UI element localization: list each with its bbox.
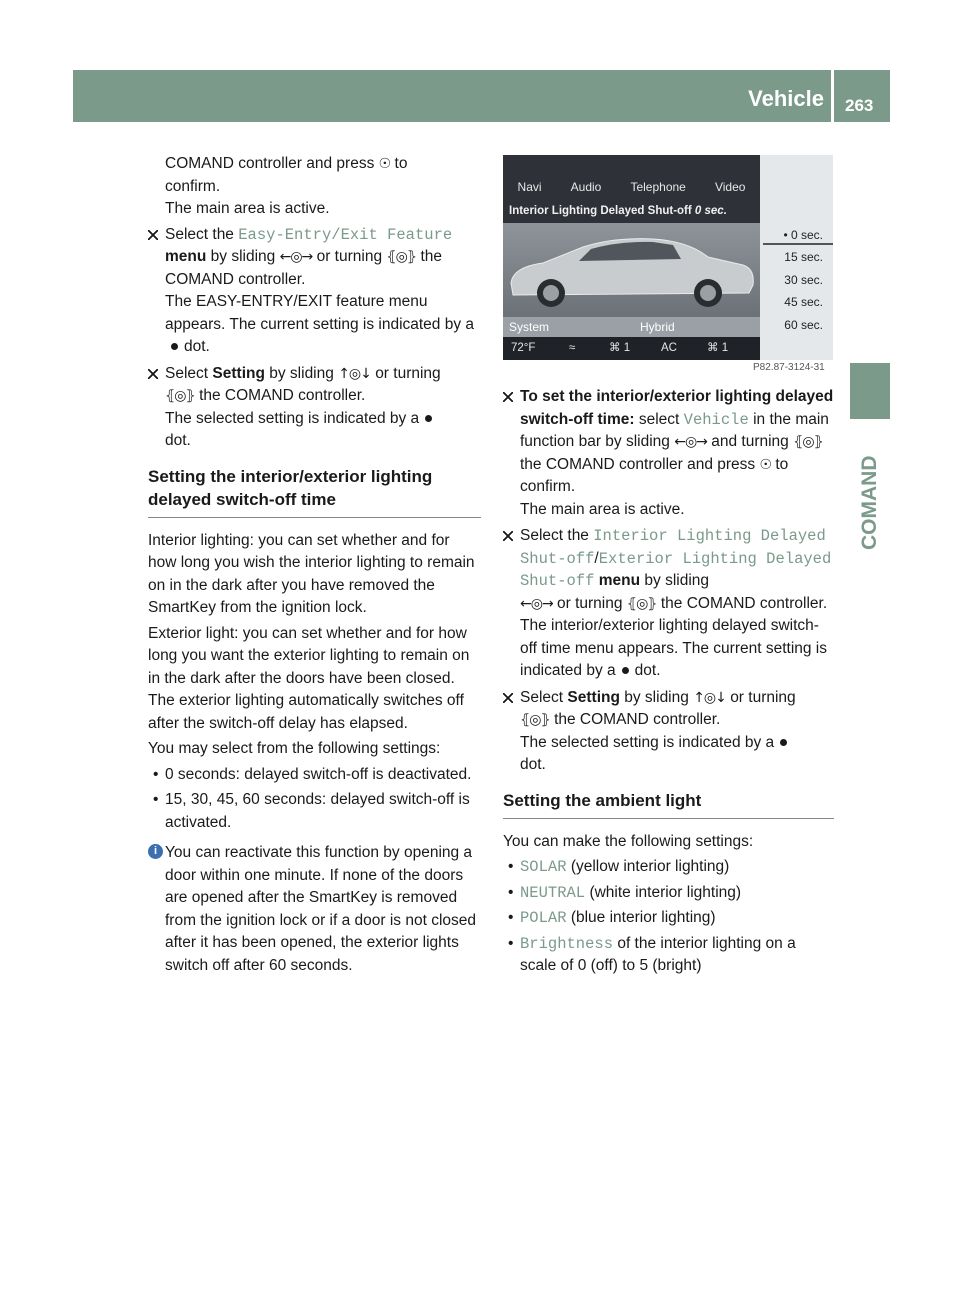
step-select-menu: Select the Interior Lighting Delayed Shut-off/Exterior Lighting Delayed Shut-off menu by sliding ←◎→ or turning ⦃◎⦄ the COMAND controller. The interior/exterior lighting delayed switch-off time menu appears. The current setting is indicated by a dot. xyxy=(503,525,834,683)
controller-turn-icon: ⦃◎⦄ xyxy=(520,712,550,728)
section-title: Vehicle xyxy=(748,86,824,111)
page-number: 263 xyxy=(845,96,874,115)
list-item: • 15, 30, 45, 60 seconds: delayed switch-off is activated. xyxy=(148,789,481,834)
car-image xyxy=(503,223,760,317)
info-note: i You can reactivate this function by opening a door within one minute. If none of the doors are opened after the SmartKey is removed from the ignition lock or if a door is not closed after it has been opened, the exterior lights switch off after 60 seconds. xyxy=(148,842,481,977)
menu-name: Vehicle xyxy=(683,410,749,429)
status-bar: 72°F ≈ ⌘ 1 AC ⌘ 1 xyxy=(503,337,760,360)
paragraph-settings: You may select from the following settings: xyxy=(148,740,441,757)
right-column xyxy=(503,386,834,981)
comand-screenshot xyxy=(503,155,833,360)
paragraph-settings: You can make the following settings: xyxy=(503,832,754,850)
figure-caption: P82.87-3124-31 xyxy=(753,362,825,373)
controller-turn-icon: ⦃◎⦄ xyxy=(386,249,417,265)
controller-press-icon: ☉ xyxy=(378,156,391,172)
list-item: • POLAR (blue interior lighting) xyxy=(503,907,834,930)
step-set-time: To set the interior/exterior lighting delayed switch-off time: select Vehicle in the main function bar by sliding ←◎→ and turning ⦃◎⦄ the COMAND controller and press ☉ to confirm. The main area is active. xyxy=(503,386,834,521)
controller-slide-lr-icon: ←◎→ xyxy=(674,434,707,450)
paragraph-exterior: Exterior light: you can set whether and for how long you want the exterior lighting to remain on in the dark after the doors have been closed. The exterior lighting automatically switches off after the switch-off delay has elapsed. xyxy=(148,624,470,732)
controller-turn-icon: ⦃◎⦄ xyxy=(793,434,823,450)
car-icon xyxy=(503,223,760,317)
step-select-menu: Select the Easy-Entry/Exit Feature menu by sliding ←◎→ or turning ⦃◎⦄ the COMAND controller. The EASY-ENTRY/EXIT feature menu appears. The current setting is indicated by adot. xyxy=(148,224,481,359)
dot-indicator-icon xyxy=(171,343,178,350)
side-tab-marker xyxy=(850,363,890,419)
dot-indicator-icon xyxy=(622,667,629,674)
menu-name: Interior Lighting Delayed Shut-off xyxy=(520,527,826,568)
dot-indicator-icon xyxy=(780,739,787,746)
menu-title: Interior Lighting Delayed Shut-off 0 sec. xyxy=(509,205,727,217)
header-separator xyxy=(831,70,834,122)
settings-list: • 0 sec. 15 sec. 30 sec. 45 sec. 60 sec. xyxy=(763,155,833,360)
side-tab-label: COMAND xyxy=(858,455,881,551)
info-icon: i xyxy=(148,844,163,859)
list-item: • Brightness of the interior lighting on a scale of 0 (off) to 5 (bright) xyxy=(503,933,834,978)
controller-slide-ud-icon: ↑◎↓ xyxy=(338,365,371,382)
system-bar: System Hybrid xyxy=(503,317,760,337)
nav-item: Navi xyxy=(517,180,542,194)
controller-turn-icon: ⦃◎⦄ xyxy=(165,388,195,404)
list-item: • NEUTRAL (white interior lighting) xyxy=(503,882,834,905)
section-heading: Setting the interior/exterior lighting delayed switch-off time xyxy=(148,465,481,518)
display-screen xyxy=(503,155,760,360)
controller-press-icon: ☉ xyxy=(759,456,772,473)
controller-turn-icon: ⦃◎⦄ xyxy=(626,595,657,612)
nav-item: Telephone xyxy=(630,180,686,194)
paragraph-interior: Interior lighting: you can set whether and for how long you wish the interior lighting to remain on in the dark after you have removed the SmartKey from the ignition lock. xyxy=(148,531,475,616)
list-item: • 0 seconds: delayed switch-off is deactivated. xyxy=(148,764,481,787)
list-item: • SOLAR (yellow interior lighting) xyxy=(503,856,834,879)
selection-divider xyxy=(763,243,833,245)
nav-item: Audio xyxy=(570,180,602,194)
controller-slide-lr-icon: ←◎→ xyxy=(279,249,313,265)
menu-name: Easy-Entry/Exit Feature xyxy=(238,225,453,244)
step-select-setting: Select Setting by sliding ↑◎↓ or turning ⦃◎⦄ the COMAND controller. The selected setting is indicated by a dot. xyxy=(148,363,481,453)
nav-item: Video xyxy=(714,180,746,194)
step-select-setting: Select Setting by sliding ↑◎↓ or turning ⦃◎⦄ the COMAND controller. The selected setting is indicated by a dot. xyxy=(503,687,834,777)
controller-slide-lr-icon: ←◎→ xyxy=(520,595,553,612)
controller-slide-ud-icon: ↑◎↓ xyxy=(693,689,726,706)
menu-name: Exterior Lighting Delayed Shut-off xyxy=(520,549,832,590)
main-function-bar xyxy=(503,177,760,197)
left-column xyxy=(148,153,481,977)
section-heading: Setting the ambient light xyxy=(503,789,834,819)
dot-indicator-icon xyxy=(425,415,432,422)
intro-text: COMAND controller and press ☉ to confirm. The main area is active. xyxy=(165,155,408,217)
